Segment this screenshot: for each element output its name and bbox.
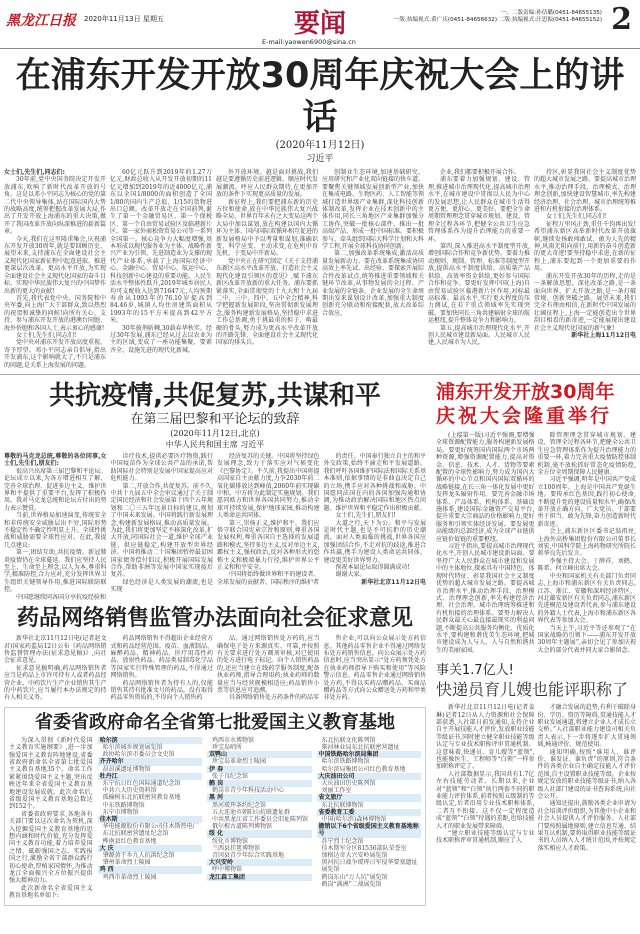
pudong-body bbox=[436, 432, 636, 654]
speech-author: 习近平 bbox=[306, 154, 334, 164]
text-column bbox=[436, 704, 535, 852]
paragraph: 售企业,可以向公众展示处方药信息。其他药品零售企业不得通过网络发布处方药销售信息。向公众展示处方药信息时,应当突出显示“处方药须凭处方在执业药师指导下购买和使用”等风险警示信息。药品零售企业通过网络销售处方药,不得以买药品赠药品、买商品赠药品等方式向公众赠送处方药和甲类非处方药。 bbox=[323, 635, 426, 702]
paragraph: 药品网络销售者为持有人的,仅能销售其持有批准文号的药品。没有取得药品零售资质的,不得向个人销售药 bbox=[110, 679, 213, 702]
bases-region-header: 黑 河 bbox=[207, 794, 311, 801]
bases-list-item: 张子良纪念馆 bbox=[212, 772, 249, 780]
bases-list-item: 鸡西市革命烈士陵园 bbox=[102, 873, 157, 881]
bases-region-header: 齐齐哈尔 bbox=[98, 758, 202, 765]
bases-region-header: 牡丹江 bbox=[98, 773, 202, 780]
byline-credit: 新华社上海11月12日电 bbox=[571, 331, 636, 339]
paragraph: 才融合发展的趋势,有利于破除身份、学历、资历等障碍,贯通技能人才职业发展通道,将建立企业人才成长立交桥。”人社部职业能力建设司相关负责人表示,下一步将逐步扩大贯通领域,畅通评价、规范使用。 bbox=[537, 704, 636, 749]
bases-region-header: 撤销以下6个省级爱国主义教育基地称号 bbox=[317, 823, 421, 837]
paragraph: 女士们,先生们,同志们! bbox=[16, 331, 77, 339]
paragraph: 第二,开放合作,共促复苏。前不久,中共十九届五中全会审议通过了关于制定国民经济和社会发展第十四个五年规划和二〇三五年远景目标的建议,规划了中国未来发展。中国将践行新发展理念,构建新发展格局,推动高质量发展。为此,我们将更加坚定不移深化改革,扩大开放,同国际社会一道,维护全球产业链、供应链稳定,构建开放型世界经济。中国将推动二十国集团暂停最贫困国家债务偿付倡议,积极开展国际发展合作,帮助非洲等发展中国家实现疫后复苏。 bbox=[110, 482, 213, 579]
paragraph: 通知明确,按照“谁用人、谁评价、谁发证、谁负责”的原则,符合条件的各类企业自主确定技能人才评价范围,自主设置职业技能等级。企业按规定发放的职业技能等级证书,纳入各级人社部门建设的证书查询系统,向社会公开。 bbox=[537, 748, 636, 801]
text-column bbox=[4, 635, 107, 702]
bases-headline: 省委省政府命名全省第七批爱国主义教育基地 bbox=[35, 711, 395, 733]
bases-list-item: 佳木斯军分区81536部队荣誉室 bbox=[321, 844, 407, 852]
paragraph: 当前,世界格局加速演变,传统安全和非传统安全威胁层出不穷,国际形势不稳定性不确定性明显上升。全球性挑战和威胁需要全球性应对。在此,我提几点建议: bbox=[4, 512, 107, 549]
paragraph: 会上,浦东新区区委书记翁祖亮,上海外高桥集团股份有限公司董事长刘宏,中国科学院上海药物研究所院长蒋华良先后发言。 bbox=[537, 528, 636, 558]
text-column bbox=[428, 169, 530, 369]
bases-list-item: 肇州革命烈士陵园 bbox=[102, 859, 151, 867]
bases-list-item: 东宁抗日红色国际通道纪念馆 bbox=[102, 779, 181, 787]
bases-list-column bbox=[98, 737, 202, 900]
bases-intro bbox=[9, 737, 93, 900]
bases-list-item: 珍宝岛革命烈士陵园 bbox=[212, 758, 267, 766]
bases-region-header: 龙江森工集团 bbox=[207, 874, 311, 881]
paragraph: 30年披荆斩棘,30载春华秋实。经过30年发展,浦东已经从过去以农业为主的区域,变成了一座功能集聚、要素齐全、设施先进的现代化新城。 bbox=[110, 324, 212, 354]
bases-list-item: 俄尔根古道陈列博物馆 bbox=[212, 823, 273, 831]
text-column bbox=[216, 169, 318, 369]
page-number: 2 bbox=[611, 2, 632, 37]
editor-line-1: 一、二版责编:孙佶璐(0451-84655135) bbox=[500, 10, 602, 16]
text-column bbox=[111, 453, 214, 601]
bases-list-item: 中共六大历史资料馆 bbox=[102, 787, 157, 795]
bases-list-item: 鸡西市水博物馆 bbox=[212, 736, 255, 744]
bases-list-item: 东北抗联文化陈列馆 bbox=[321, 736, 376, 744]
bases-list-item: 鹤岗东山“万人坑”展览馆 bbox=[321, 873, 388, 881]
bases-list-item: 苏宁烈士纪念馆 bbox=[321, 837, 364, 845]
paragraph: 征程万里风正劲,重任千钧再出发!希望浦东新区高举新时代改革开放旗帜,继续发扬敢闯敢试、敢为人先的精神,风雨无阻向前行,用新的奋斗创造新的更大奇迹!要坚持稳中求进,在新的征程上,浦东要起到一个更加重要的作用。 bbox=[534, 220, 636, 273]
paragraph: 药品网络销售不得超出企业经营方式和药品经营范围。疫苗、血液制品、麻醉药品、精神药品、医疗用毒性药品、放射性药品、药品类易制毒化学品等国家实行特殊管理的药品,不得通过网络销售。 bbox=[110, 635, 213, 680]
paragraph: 诊疗技术,提供必要医疗物资,践行中国疫苗作为全球公共产品的承诺,帮助国际社会特别是发展中国家提高应对危机能力。 bbox=[110, 452, 213, 483]
express-headline: 快递员育儿嫂也能评职称了 bbox=[436, 680, 629, 700]
paragraph: 尊敬的马克龙总统,尊敬的各位同事,女士们,先生们,朋友们: bbox=[4, 452, 107, 468]
paragraph: 中国愿继续同各国分享抗疫经验和 bbox=[16, 593, 107, 601]
bases-list-item: 五大连池市朝阳山抗联遗址群 bbox=[212, 808, 291, 816]
bases-list-item: 孤榆树东北抗联密营教育基地 bbox=[102, 794, 181, 802]
paris-body bbox=[4, 453, 426, 601]
express-body bbox=[436, 704, 636, 852]
paragraph: 外开放环境。越是面对挑战,我们越是要遵循历史前进逻辑、顺应时代发展潮流、呼应人民群众期待,在更加开放的条件下实现更高质量的发展。 bbox=[216, 169, 319, 199]
bases-list-item: 哈尔滨城乡规划展览馆 bbox=[102, 743, 163, 751]
bases-region-header: 绥 化 bbox=[207, 830, 311, 837]
pudong-headline-line1: 浦东开发开放30周年 bbox=[436, 380, 615, 403]
paragraph: 女士们,先生们,朋友们! bbox=[335, 512, 396, 520]
paragraph: 的责任。中国奉行独立自主的和平外交政策,始终不渝走和平发展道路。我们呼吁各国维护国际法和国际关系基本准则,依据事情的是非曲直决定自己的立场,携手应对各种挑战和威胁。中国愿同法国在内的各国加强沟通和协调,为推动政治解决国际和地区热点问题、维护世界和平稳定作出积极贡献。 bbox=[323, 452, 426, 512]
bases-region-header: 双鸭山 bbox=[207, 751, 311, 758]
bases-list-item: 政协哈尔滨市委员会文史馆 bbox=[102, 751, 175, 759]
paragraph: 品。通过网络销售处方药的,应当确保电子处方来源真实、可靠,并按照有关要求进行处方调剂审核,对已使用的处方进行电子标记。向个人销售药品的,还应当建立在线药学服务制度,配备执业药师,指导合理用药;执业药师的数量应当与经营规模相适应;药品销售小票等信息应可追溯。 bbox=[217, 635, 320, 694]
masthead-logo: 黑龙江日报 bbox=[6, 13, 76, 29]
paragraph: 60亿元跃升到2019年的1.27万亿元,财政总收入从开发开放初期的11亿元增加到2019年的近4000亿元,浦东以全国1/8000的面积创造了全国1/80的国内生产总值、1/15的货物进出口总额。改革开放走在全国前列,诞生了第一个金融贸易区、第一个保税区、第一个自由贸易试验区及临港新片区、第一家外商独资贸易公司等一系列全国第一。核心竞争力大幅度增强,基本形成以现代服务业为主体、战略性新兴产业为引领、先进制造业为支撑的现代产业体系,承载了上海国际经济中心、金融中心、贸易中心、航运中心、科技创新中心建设的重要功能。人民生活水平整体性跃升,2019年城乡居民人均可支配收入达到71647元,人均预期寿命从1993年的76.10岁提高到84.46岁,城镇人均住房建筑面积从1993年的15平方米提高到42平方米。 bbox=[110, 169, 213, 325]
paragraph: 创制业生态环境,加速基础研究、应用研究和产业化双向链接的快车道。要聚焦关键领域发展创新型产业,加快在集成电路、生物医药、人工智能等领域打造世界级产业集群,深化科技创新体制改革,发挥企业在技术创新中的主体作用,同长三角地区产业集群加强分工协作,突破一批核心部件、推出一批高端产品、形成一批中国标准。要积极参与、牵头组织国际大科学计划和大科学工程,开展全球科技协同创新。 bbox=[322, 169, 425, 251]
paragraph: 新华社北京11月12日电(记者赵文君)国家药监局12日公布《药品网络销售监督管理办法(征求意见稿)》,向社会征求意见。 bbox=[4, 635, 107, 665]
bases-region-header: 中国铁路哈尔滨局集团 bbox=[317, 751, 421, 758]
text-column bbox=[534, 169, 636, 369]
bases-list-item: 鹤岗“满洲”二战展览馆 bbox=[321, 880, 382, 888]
bases-region-header: 大兴安岭 bbox=[207, 859, 311, 866]
paragraph: 李强主持大会。丁薛祥、刘鹤、陈希、何立峰出席大会。 bbox=[537, 557, 636, 573]
paragraph: 很高兴出席第三届巴黎和平论坛。论坛成立以来,为各方增进相互了解、完善全球治理、促进多边主义、维护世界和平提供了重要平台,发挥了积极作用。我对马克龙总统和论坛方付出的努力表示赞赏。 bbox=[4, 467, 107, 512]
paris-headline: 共抗疫情,共促复苏,共谋和平 bbox=[49, 380, 381, 411]
paragraph: 浦东开发开放30年的历程,走的是一条解放思想、深化改革之路,是一条面向世界、扩大开放之路,是一条打破常规、创新突破之路。展望未来,我们完全有理由相信,在新时代中国发展的壮阔征程上,上海一定能创造出令世界刮目相看的新奇迹,一定能展现出建设社会主义现代化国家的新气象! bbox=[534, 272, 636, 332]
bases-list-item: 中国(哈尔滨)森林博物馆 bbox=[321, 815, 387, 823]
section-divider bbox=[0, 374, 640, 375]
paragraph: 省委省政府要求,各地各有关部门要以这次命名为契机,深入挖掘爱国主义教育基地的思想内涵和时代价值,充分发挥爱国主义教育功能,着力培养爱国之情、砥砺强国之志、实践报国之行,激励全省干部群众践行初心使命,厚植家国情怀,为推动龙江全面振兴全方位振兴提供强大精神动力。 bbox=[9, 810, 93, 885]
text-column bbox=[324, 635, 427, 702]
paris-date: (2020年11月12日,北京) bbox=[170, 428, 260, 438]
bases-list-item: 柴河林业局东北抗联密营遗址 bbox=[321, 743, 400, 751]
paragraph: 中国将始终做世界和平的建设者、全球发展的贡献者、国际秩序的维护者 bbox=[217, 571, 320, 586]
text-column bbox=[217, 453, 320, 601]
paragraph: 经济复苏的关键。中国将坚持绿色发展理念,致力于落实应对气候变化《巴黎协定》。不久前,我提出中国将提高国家自主贡献力度,力争2030年前二氧化碳排放达到峰值,2060年前实现碳中和。中方将为此制定实施规划。我们愿同欧方和世界各国共同努力,推动全球可持续发展,保护地球家园,推动构建人类命运共同体。 bbox=[217, 452, 320, 520]
bases-list-item: 鹤岗市青少年科技活动中心 bbox=[212, 787, 285, 795]
paragraph: 第四,深入推进高水平制度型开放,增创国际合作和竞争新优势。要着力推动规则、规制、管理、标准等制度型开放,提供高水平制度供给、高质量产品供给、高效率资金供给,更好参与国际合作和竞争。要更好发挥中国(上海)自由贸易试验区临港新片区作用,对标最高标准、最高水平,实行更大程度的压力测试,在若干重点领域率先实现突破。要加快同长三角共建辐射全球的航运枢纽,提升整体竞争力和影响力。 bbox=[428, 243, 531, 325]
bases-list-item: 大庆油田历史陈列馆 bbox=[321, 779, 376, 787]
bases-list-item: 东北抗联博物馆 bbox=[321, 801, 364, 809]
editor-lines bbox=[380, 10, 602, 24]
bases-list-item: 哈尔滨铁路博物馆 bbox=[321, 758, 370, 766]
bases-list-item: 中共黑龙江省工作委员会旧址陈列馆 bbox=[212, 815, 309, 823]
paragraph: 征求意见稿明确,药品网络销售者应当是药品上市许可持有人或者药品经营企业。中药饮片生产企业销售其生产的中药饮片,应当履行本办法规定的持有人相关义务。 bbox=[4, 664, 107, 702]
bases-region-header: 省文旅厅 bbox=[317, 794, 421, 801]
paragraph: 中央和国家机关有关部门负责同志,上海市和浦东新区有关负责同志,江苏、浙江、安徽和深圳经济特区、河北雄安新区有关负责同志,浦东新区先进模范及建设者代表,参与浦东建设的外籍人士代表,上海市和浦东新区各界代表等参加大会。 bbox=[537, 572, 636, 625]
byline-credit: 新华社北京11月12日电 bbox=[361, 578, 426, 586]
bases-list-item: 呼中博物馆 bbox=[212, 866, 243, 874]
bases-list-item: 绥化市博物馆 bbox=[212, 837, 249, 845]
text-column bbox=[324, 453, 427, 601]
paragraph: 习近平指出,要提高城市治理现代化水平,开创人民城市建设新局面。要坚持广大人民群众在城市建设和发展中的主体地位,探索具有中国特色、体现时代特征、彰显我国社会主义制度优势的超大城市发展之路。要提高城市治理水平,推动治理手段、治理模式、治理理念创新,率先构建经济治理、社会治理、城市治理统筹推进和有机衔接的治理体系。要努力解决人民群众最关心最直接最现实的利益问题,不断提高公共服务均衡化、优质化水平,要构建和谐优美生态环境,把城市建设成为人与人、人与自然和谐共生的美丽家园。 bbox=[436, 543, 535, 654]
drug-body bbox=[4, 635, 426, 702]
paragraph: 预祝本届论坛取得圆满成功! bbox=[335, 564, 410, 572]
issue-date: 2020年11月13日 星期五 bbox=[84, 15, 164, 23]
pudong-headline-line2: 庆祝大会隆重举行 bbox=[436, 404, 613, 427]
bases-region-header: 伊 春 bbox=[207, 766, 311, 773]
bases-region-header: 大 庆 bbox=[98, 845, 202, 852]
bases-region-header: 鹤 岗 bbox=[207, 780, 311, 787]
paragraph: 为深入贯彻《新时代爱国主义教育实施纲要》,进一步加强爱国主义教育阵地建设,省委省政府新命名全省第七批爱国主义教育基地35个。命名工作紧紧围绕爱国主义主题,突出反映近年来全省爱国主义教育基地建设发展成就。此次命名后,省级爱国主义教育基地总数达到152个。 bbox=[9, 736, 93, 811]
bases-list-item: 哈尔滨局集团公司红色教育基地 bbox=[321, 765, 406, 773]
bases-list-item: 东宁市博物馆 bbox=[102, 808, 139, 816]
bases-list-item: 中东铁路博物馆 bbox=[102, 801, 145, 809]
text-column bbox=[4, 453, 107, 601]
text-column bbox=[111, 635, 214, 702]
paragraph: 第二,加强改革系统集成,激活高质量发展新动力。要在改革系统集成协同高效上率先试、出经验。要探索开展综合性改革试点,统筹推进重要领域和关键环节改革,从事物发展的全过程、产业发展的全链条、企业发展的全生命周期出发来谋划设计改革,加强重大制度创新充分联动和衔接配套,放大改革综合效应。 bbox=[322, 250, 425, 317]
paris-subtitle: 在第三届巴黎和平论坛的致辞 bbox=[130, 411, 300, 427]
bases-list-item: 青冈县青少年综合实践基地 bbox=[212, 852, 285, 859]
paragraph: 女士们,先生们,同志们! bbox=[546, 213, 607, 221]
bases-region-header: 省委教育工委 bbox=[317, 809, 421, 816]
paragraph: “建立职业技能等级认定与专业技术职称评审贯通机制,顺应了人 bbox=[436, 830, 535, 845]
paragraph: (上接第一版)习近平强调,要增强全球资源配置能力,服务构建新发展格局。要更好统筹国内国际两个市场两种资源,增强资源配置能力,提高对资金、信息、技术、人才、货物等要素配置的全球性影响力,努力成为国内大循环的中心节点和国内国际双循环的战略链接,在长三角一体化发展中更好发挥龙头辐射作用。要完善金融市场体系、产品体系、机构体系、基础设施体系,建设国际金融资产交易平台,提升重要大宗商品的价格影响力,更好服务和引领实体经济发展。要发展更高能级的总部经济,成为全球产业链供应链价值链的重要枢纽。 bbox=[436, 431, 535, 543]
text-column bbox=[436, 432, 535, 654]
paragraph: 习近平强调,明年是中国共产党成立100周年。上海是中国共产党诞生地。要传承红色基因,践行初心使命,不断提升党的建设质量和水平,确保改革开放正确方向。广大党员、干部要勇于担当、敢为先锋,奋力创造新时代新奇迹。 bbox=[537, 476, 636, 528]
paragraph: 具备网络销售处方药条件的药品零 bbox=[229, 694, 320, 702]
paragraph: 此次新命名全省爱国主义教育基地名单如下: bbox=[9, 884, 93, 900]
paragraph: 谢谢大家。 bbox=[335, 571, 366, 579]
paragraph: 持区,彰显我国社会主义制度优势的超大城市发展之路。要提高城市治理水平,推动治理手段、治理模式、治理理念创新,加快建设智慧城市,率先构建经济治理、社会治理、城市治理统筹推进和有机衔接的治理体系。 bbox=[534, 169, 637, 214]
editor-line-2: 一版:执编视式:黄广庆(0451-84656632) 二版:执编视式:汪思振(0451-84655152) bbox=[393, 17, 602, 23]
bases-region-header: 鸡 西 bbox=[98, 866, 202, 873]
paragraph: 第一,团结互助,共抗疫情。新冠肺炎疫情仍在全球蔓延。我们应坚持人民至上、生命至上理念,以人为本,尊重科学,精准防控,合力应对,充分发挥世界卫生组织关键领导作用,推进国际联防联控。 bbox=[4, 549, 107, 594]
paragraph: 第五,提高城市治理现代化水平,开创人民城市建设新局面。人民城市人民建,人民城市为人民。 bbox=[428, 324, 531, 347]
paragraph: 今天,我们在这里隆重集会,庆祝浦东开发开放30周年,就是要回顾历史、展望未来,支持浦东在全面建设社会主义现代化国家新征程中起意进取、推进更深层次改革、更高水平开放,为实现全面建设社会主义现代化国家的奋斗目标、实现中华民族伟大复兴的中国梦作出新的更大的贡献! bbox=[4, 235, 107, 295]
text-column bbox=[217, 635, 320, 702]
page-header bbox=[0, 0, 640, 48]
paragraph: 首先,我代表党中央、国务院和中央军委,向上海广大干部群众,致以热烈的祝贺和诚挚的问候!向所有关心、支持、参与浦东开发开放的港澳台同胞、海外侨胞和各国人士,表示衷心的感谢! bbox=[4, 294, 107, 332]
bases-list-item: 刘丽工作室 bbox=[321, 787, 352, 795]
paragraph: 除管理理念贯穿城市规划、建设、管理全过程各环节,把健全公共卫生应急管理体系作为提升治理能力的重要一环,着力完善重大疫情防控体制机制,毫不放松抓好常态化疫情防控,全方位全周期保障人民健康。 bbox=[537, 431, 636, 476]
paris-author: 中华人民共和国主席 习近平 bbox=[165, 439, 265, 449]
paragraph: 新华社北京11月12日电(记者姜琳)记者12日从人力资源和社会保障部获悉,人社部日前发通知,支持企业自主开展技能人才评价,发放职业技能等级证书,同时建立健全职业技能等级认定与专业技术职称评审贯通机制。这意味着,快递员、育儿嫂等“蓝领”,也能像医生、工程师等“白领”一样参加职称评定了。 bbox=[436, 704, 535, 771]
bases-list-item: 肇源黄干乡九人抗洪纪念馆 bbox=[102, 852, 175, 859]
paragraph: 党中央对浦东开发开放高度重视、寄予厚望。邓小平同志亲自倡导,指出开发浦东,这个影响就大了,不只是浦东的问题,是关系上海发展的问题。 bbox=[4, 339, 107, 369]
header-divider bbox=[0, 48, 640, 49]
bases-list-item: 桦南县红色教育基地 bbox=[102, 837, 157, 845]
paragraph: 第三,崇扬正义,维护和平。我们应恪守联合国宪章宗旨和原则,尊重各国发展权利,尊重各国自主选择的发展道路和模式,坚持多边主义,反对单边主义,霸权主义,强权政治,反对各种形式的恐怖主义和极端暴力行径,维护世界公平正义和和平安全。 bbox=[217, 519, 320, 572]
drug-headline: 药品网络销售监管办法面向社会征求意见 bbox=[16, 606, 413, 632]
bases-list-item: 黑河抗日战争瑷珲日军侵华要塞遗址展览馆 bbox=[321, 859, 418, 874]
text-column bbox=[4, 169, 106, 369]
speech-date: (2020年11月12日) bbox=[275, 140, 365, 151]
speech-body bbox=[0, 166, 640, 369]
bases-region-header: 佳木斯 bbox=[98, 816, 202, 823]
paragraph: 当天上午,习近平等还参观了“在国家战略的引领下——浦东开发开放30周年主题展”,亲切会见了参加庆祝大会的部分代表并同大家合影留念。 bbox=[537, 624, 636, 654]
express-kicker: 事关1.7亿人! bbox=[436, 663, 514, 679]
bases-region-header: 哈尔滨 bbox=[98, 737, 202, 744]
text-column bbox=[538, 704, 637, 852]
paragraph: 通知还提出,鼓励各类企业申请为社会培训评价组织,为其他中小企业和社会人员提供人才评价服务。人社部门要按照属地原则,建立信息互通、结果互认机制,要将取得职业技能等级证书的人员纳入人才统计范围,并按规定落实相应人才政策。 bbox=[537, 800, 636, 852]
paragraph: 大道之行,天下为公。和平与发展是时代主题,也是不可抗拒的历史潮流。面对人类面临的挑战,世界各国应加强团结合作,不走对抗的歧途,推进合作共赢,携手为建设人类命运共同体、建设更美好世界努力。 bbox=[323, 519, 426, 564]
bases-list-item: 东北抗联密营遗址纪念馆 bbox=[102, 830, 169, 838]
text-column bbox=[110, 169, 212, 369]
bases-list-item: 加格达奇大兴安岭展览馆 bbox=[321, 852, 388, 859]
paragraph: 党中央正在研究制定《关于支持浦东新区高水平改革开放、打造社会主义现代化建设引领区的意见》,赋予浦东新区改革开放新的重大任务。浦东要抓紧落实,全面贯彻党的十九大和十九届二中、三中、四中、五中全会精神,科学把握新发展阶段,坚决贯彻新发展理念,服务构建新发展格局,坚持稳中求进工作总基调,勇于挑最重的担子、啃最硬的骨头,努力成为更高水平改革开放的开路先锋、全面建设社会主义现代化国家的排头兵。 bbox=[216, 257, 319, 347]
paragraph: 女士们,先生们,同志们: bbox=[4, 169, 65, 176]
section-email: E-mail:yaowen6900@sina.cn bbox=[262, 38, 356, 46]
bases-list-item: 兰西县挂毯博物馆 bbox=[212, 844, 261, 852]
bases-list bbox=[5, 734, 425, 900]
paragraph: 30年前,党中央国务院决定开发开放浦东,吹响了新时代改革开放的号角。这是以邓小平同志为核心的党的第二代中央领导集体,站在国际国内大势的战略高度,统筹把握改革发展大局,作出了开发开放上海浦东的重大决策,掀开了我国改革开放向纵深推进的崭新篇章。 bbox=[4, 176, 107, 236]
section-title: 要闻 bbox=[294, 9, 347, 39]
patriotic-bases-box bbox=[4, 707, 426, 906]
text-column bbox=[538, 432, 637, 654]
paragraph: 绿色经济是人类发展的潮流,也是实现 bbox=[110, 578, 213, 594]
text-column bbox=[322, 169, 424, 369]
bases-region-header: 大庆油田公司 bbox=[317, 773, 421, 780]
bases-list-column bbox=[317, 737, 421, 900]
paragraph: 企业,我们都要积极开展合作。 bbox=[440, 169, 520, 176]
bases-list-item: 珍宝岛哨所 bbox=[212, 743, 243, 751]
speech-headline: 在浦东开发开放30周年庆祝大会上的讲话 bbox=[15, 56, 625, 138]
paragraph: 新征程上,我们要把浦东新的历史方位和使命,放在中华民族伟大复兴战略全局、世界百年未有之大变局这两个大局中加以谋划,放在构建以国内大循环为主体、国内国际双循环相互促进的新发展格局中予以考量和谋划,准确识变、科学应变、主动求变,在危机中育先机、于变局中开新局。 bbox=[216, 198, 319, 258]
paragraph: 浦东要着力加强规划、建设、管理,推进城市治理现代化,提高城市治理水平,在城市建设中贯彻以人民为中心的发展思想,让人民群众在城市生活得更方便、更舒心、更美好。要把全生命周期管理理念贯穿城市规划、建设、管理全过程各环节,把健全公共卫生应急管理体系作为提升治理能力的重要一环。 bbox=[428, 176, 531, 243]
bases-list-item: 华电能源股份有限公司佳木斯热电厂 bbox=[102, 823, 199, 831]
bases-list-item: 黑河瑷珲条约纪念馆 bbox=[212, 801, 267, 809]
paragraph: 人社部数据显示,我国共有1.7亿左右技能劳动者。长期以来,企业对“蓝领”和“白领”执行两套不同的职业能力评价体系,前者按照五级制的等级认定,后者沿用专业技术职称体系,二者互不衔接。这不仅一定程度造成“蓝领”“白领”待遇的差距,也给技能人才的职业发展带来障碍。 bbox=[436, 770, 535, 830]
bases-list-item: 昂昂溪遗址博物馆 bbox=[102, 765, 151, 773]
bases-list-column bbox=[207, 737, 311, 900]
